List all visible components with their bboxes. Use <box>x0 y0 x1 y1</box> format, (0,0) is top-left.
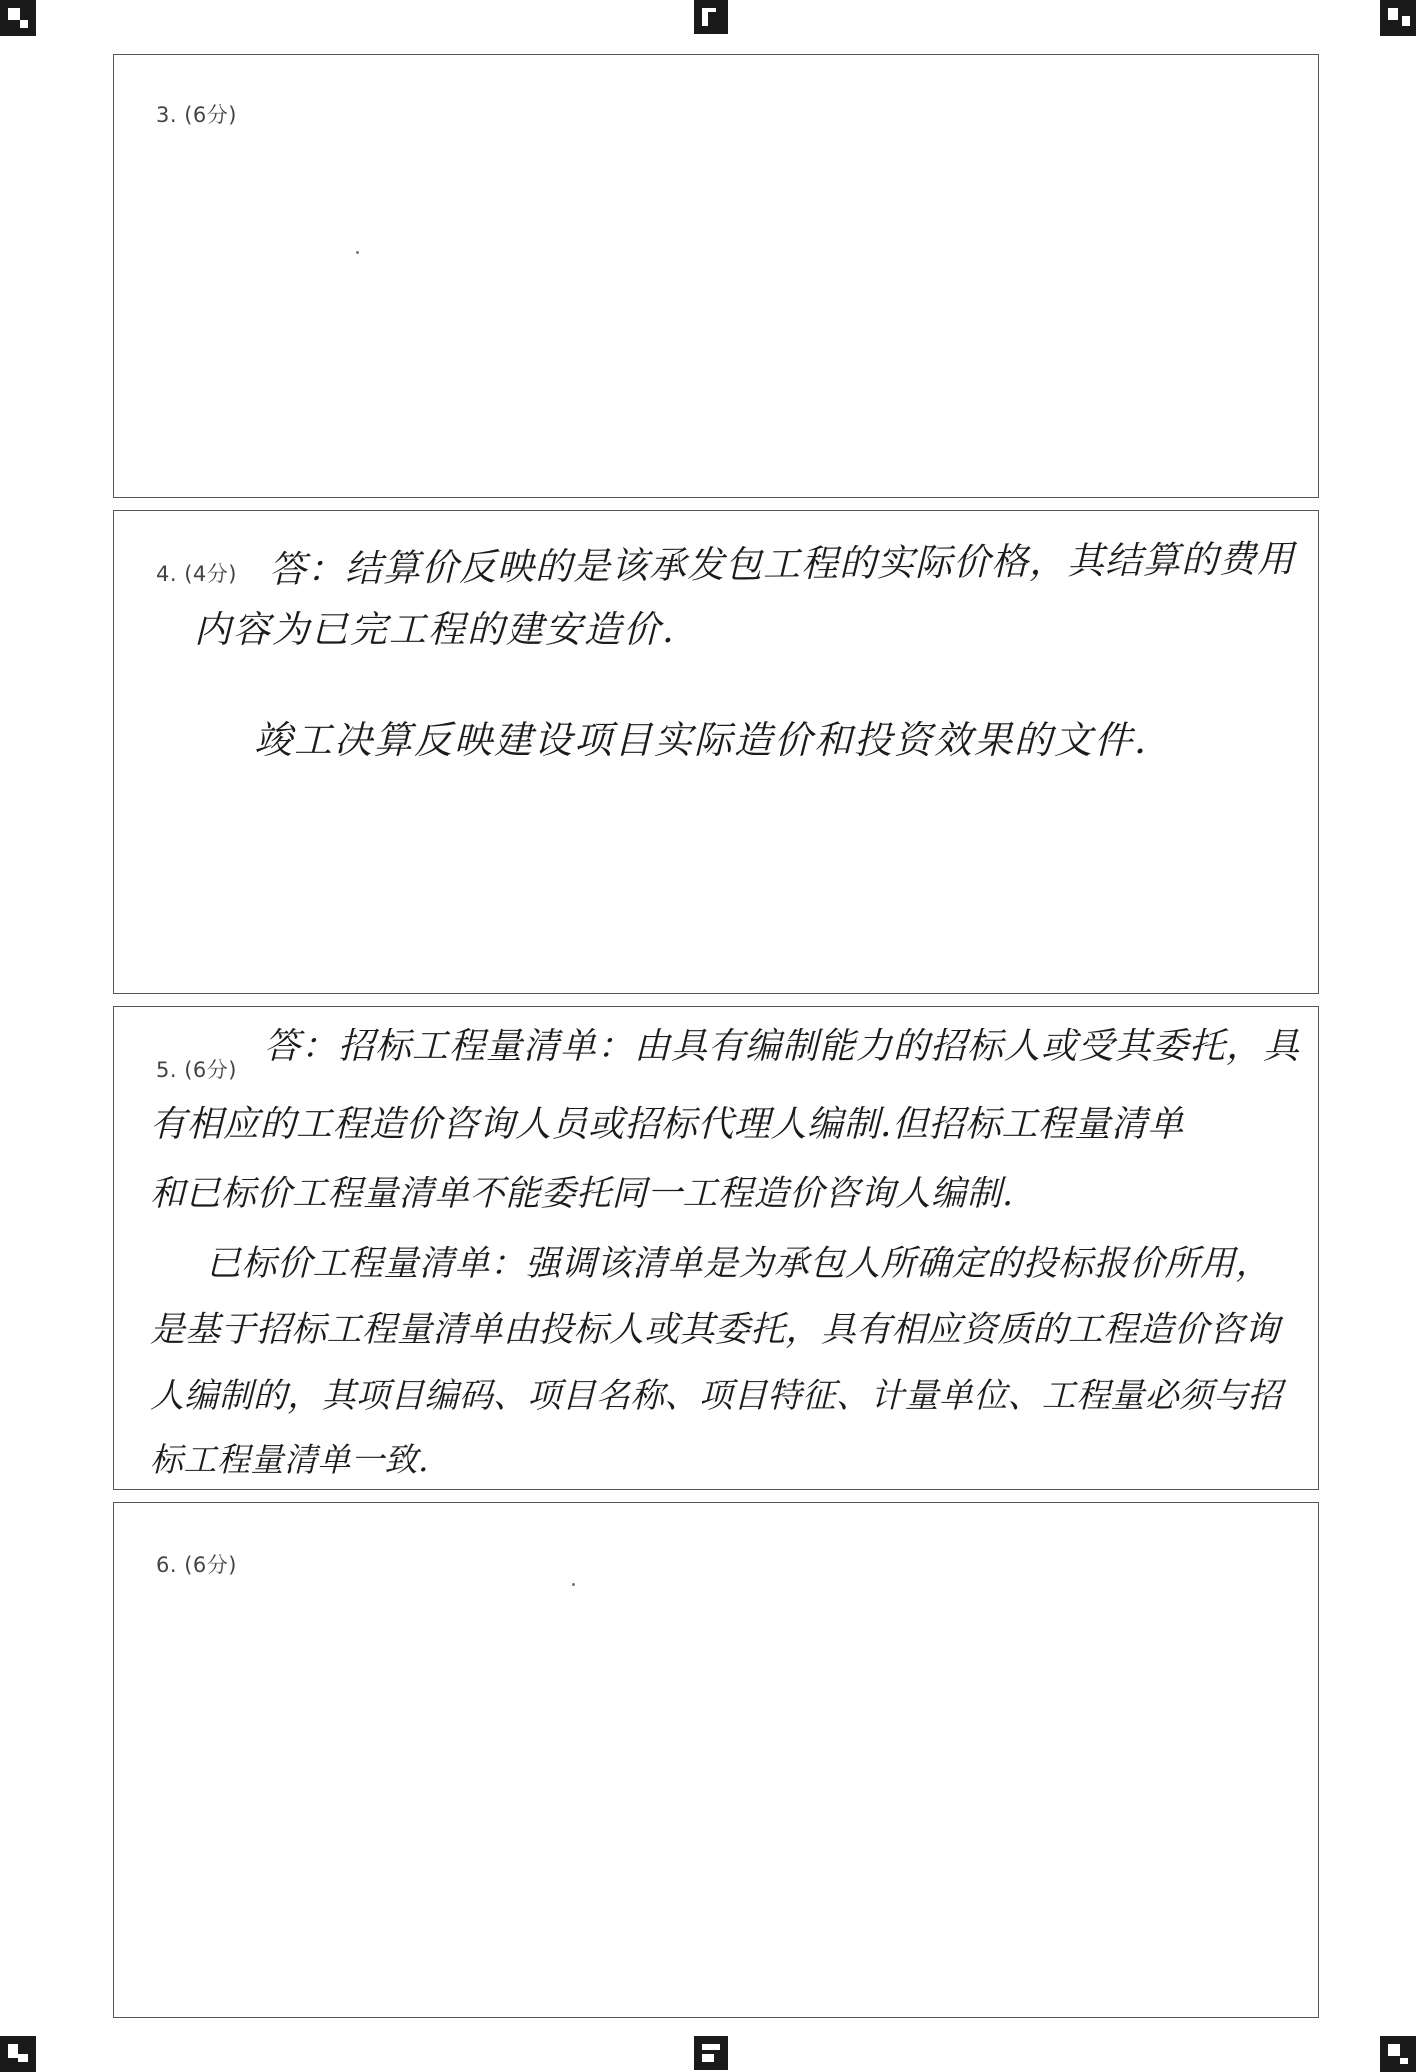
question-label: 6. (6分) <box>156 1553 237 1577</box>
registration-marker-top-right <box>1380 0 1416 36</box>
handwritten-answer-line: 已标价工程量清单：强调该清单是为承包人所确定的投标报价所用， <box>206 1244 1272 1284</box>
scan-speck <box>356 251 359 254</box>
answer-box-q3 <box>113 54 1319 498</box>
handwritten-answer-line: 标工程量清单一致. <box>150 1440 429 1479</box>
registration-marker-bottom-left <box>0 2036 36 2072</box>
registration-marker-bottom-right <box>1380 2036 1416 2072</box>
handwritten-answer-line: 答：招标工程量清单：由具有编制能力的招标人或受其委托，具 <box>264 1026 1301 1067</box>
question-label: 4. (4分) <box>156 562 237 586</box>
registration-marker-top-left <box>0 0 36 36</box>
registration-marker-top-center <box>694 0 728 34</box>
handwritten-answer-line: 人编制的，其项目编码、项目名称、项目特征、计量单位、工程量必须与招 <box>150 1376 1282 1416</box>
question-label: 3. (6分) <box>156 103 237 127</box>
answer-box-q6 <box>113 1502 1319 2018</box>
question-label: 5. (6分) <box>156 1058 237 1082</box>
registration-marker-bottom-center <box>694 2036 728 2070</box>
answer-box-q4 <box>113 510 1319 994</box>
answer-box-q5 <box>113 1006 1319 1490</box>
handwritten-answer-line: 竣工决算反映建设项目实际造价和投资效果的文件. <box>254 718 1149 762</box>
handwritten-answer-line: 答：结算价反映的是该承发包工程的实际价格，其结算的费用 <box>268 537 1296 591</box>
handwritten-answer-line: 有相应的工程造价咨询人员或招标代理人编制.但招标工程量清单 <box>150 1104 1184 1145</box>
handwritten-answer-line: 和已标价工程量清单不能委托同一工程造价咨询人编制. <box>150 1174 1014 1214</box>
scan-speck <box>572 1583 575 1586</box>
handwritten-answer-line: 内容为已完工程的建安造价. <box>194 608 676 651</box>
handwritten-answer-line: 是基于招标工程量清单由投标人或其委托，具有相应资质的工程造价咨询 <box>150 1310 1280 1350</box>
